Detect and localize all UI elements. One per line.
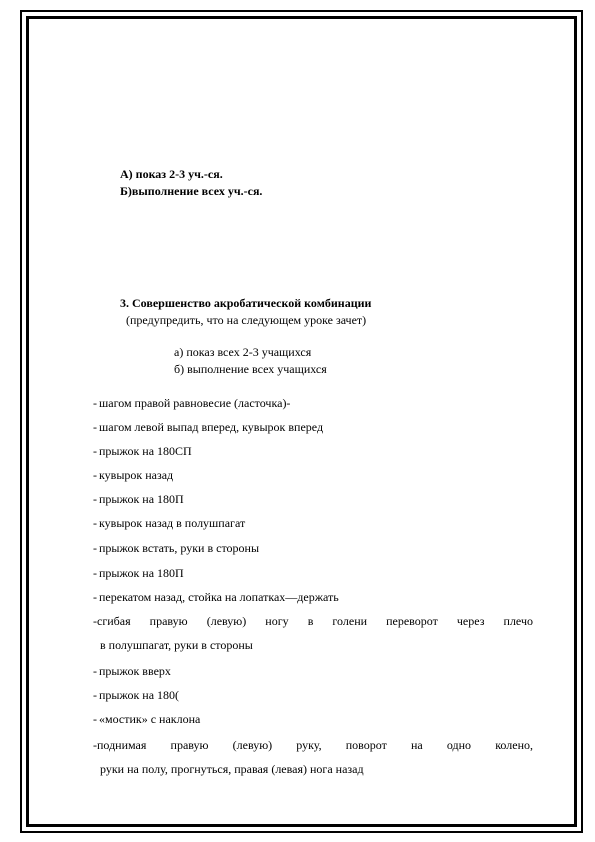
list-item (93, 396, 290, 410)
list-item (93, 420, 323, 434)
list-dash: - (93, 738, 97, 752)
list-item-text: «мостик» с наклона (99, 712, 201, 726)
list-item-text: поднимая правую (левую) руку, поворот на одно колено, (97, 738, 533, 752)
list-item (93, 492, 184, 506)
list-dash: - (93, 614, 97, 628)
list-item-text: кувырок назад (99, 468, 174, 482)
list-item-text: шагом левой выпад вперед, кувырок вперед (99, 420, 324, 434)
list-item-text: прыжок на 180П (99, 566, 184, 580)
list-item-continuation: в полушпагат, руки в стороны (100, 638, 253, 652)
list-item-text: прыжок вверх (99, 664, 171, 678)
section-3-note: (предупредить, что на следующем уроке зачет) (126, 313, 367, 327)
list-item-text: прыжок на 180П (99, 492, 184, 506)
list-item-text: перекатом назад, стойка на лопатках—держать (99, 590, 339, 604)
list-dash: - (93, 688, 97, 702)
list-dash: - (93, 444, 97, 458)
list-dash: - (93, 664, 97, 678)
list-item (93, 614, 533, 628)
sub-item-a: а) показ всех 2-3 учащихся (174, 345, 312, 359)
list-dash: - (93, 420, 97, 434)
block-a-line-1: А) показ 2-3 уч.-ся. (120, 167, 223, 181)
list-item (93, 566, 184, 580)
list-item-text: прыжок встать, руки в стороны (99, 541, 260, 555)
list-item-continuation: руки на полу, прогнуться, правая (левая) нога назад (100, 762, 364, 776)
sub-item-b: б) выполнение всех учащихся (174, 362, 327, 376)
list-dash: - (93, 492, 97, 506)
list-item-text: сгибая правую (левую) ногу в голени переворот через плечо (97, 614, 533, 628)
list-dash: - (93, 541, 97, 555)
list-item-text: прыжок на 180СП (99, 444, 192, 458)
list-item (93, 664, 171, 678)
list-item (93, 712, 200, 726)
list-item (93, 541, 259, 555)
list-item (93, 738, 533, 752)
list-dash: - (93, 712, 97, 726)
list-item (93, 688, 179, 702)
block-a-line-2: Б)выполнение всех уч.-ся. (120, 184, 263, 198)
list-item (93, 468, 173, 482)
list-item (93, 444, 192, 458)
list-item (93, 516, 245, 530)
list-item-text: шагом правой равновесие (ласточка)- (99, 396, 291, 410)
section-3-heading: 3. Совершенство акробатической комбинации (120, 296, 372, 310)
list-item (93, 590, 339, 604)
list-dash: - (93, 516, 97, 530)
list-dash: - (93, 590, 97, 604)
list-dash: - (93, 396, 97, 410)
list-item-text: кувырок назад в полушпагат (99, 516, 246, 530)
list-dash: - (93, 566, 97, 580)
list-item-text: прыжок на 180( (99, 688, 180, 702)
list-dash: - (93, 468, 97, 482)
